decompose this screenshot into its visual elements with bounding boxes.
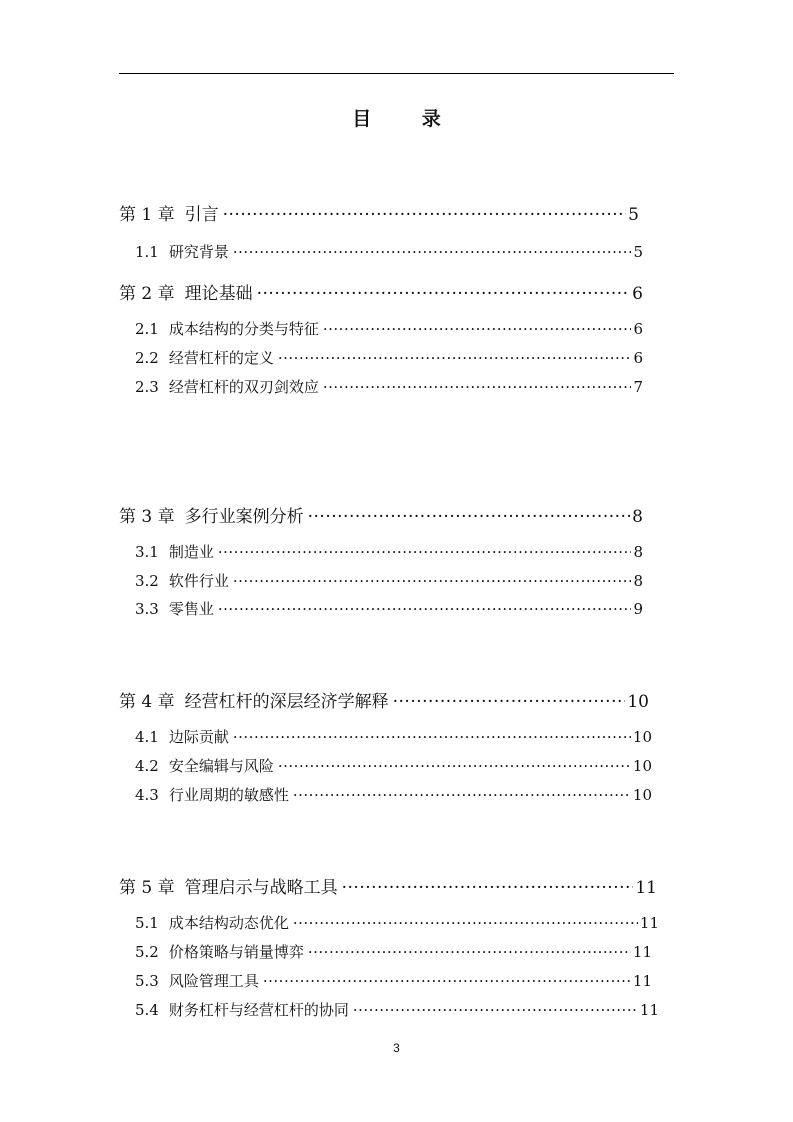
toc-section-4-3[interactable] (135, 784, 652, 805)
toc-section-4-2[interactable] (135, 755, 652, 776)
entry-text: 引言 (184, 205, 219, 225)
dot-leader (263, 972, 631, 990)
entry-page: 11 (639, 1001, 659, 1019)
entry-page: 8 (633, 572, 643, 590)
dot-leader (393, 692, 626, 712)
entry-page: 11 (635, 878, 657, 898)
dot-leader (308, 507, 631, 527)
entry-number: 3.1 (135, 543, 159, 561)
entry-text: 财务杠杆与经营杠杆的协同 (168, 1001, 349, 1019)
toc-section-2-3[interactable] (135, 376, 643, 397)
entry-number: 1.1 (135, 243, 159, 261)
toc-section-3-3[interactable] (135, 598, 643, 619)
entry-page: 6 (633, 349, 643, 367)
toc-section-2-2[interactable] (135, 347, 643, 368)
entry-number: 第 5 章 (119, 878, 175, 898)
toc-section-4-1[interactable] (135, 726, 652, 747)
entry-text: 成本结构的分类与特征 (168, 320, 319, 338)
dot-leader (293, 914, 638, 932)
entry-page: 10 (627, 692, 649, 712)
entry-number: 5.2 (135, 943, 159, 961)
entry-page: 8 (633, 543, 643, 561)
entry-number: 3.2 (135, 572, 159, 590)
toc-chapter-3[interactable] (119, 502, 643, 527)
dot-leader (233, 728, 631, 746)
entry-page: 11 (639, 914, 659, 932)
toc-section-5-2[interactable] (135, 941, 652, 962)
dot-leader (342, 878, 634, 898)
dot-leader (308, 943, 631, 961)
dot-leader (293, 786, 631, 804)
dot-leader (233, 243, 632, 261)
entry-page: 8 (632, 507, 643, 527)
entry-text: 风险管理工具 (168, 972, 259, 990)
dot-leader (223, 205, 627, 225)
entry-page: 11 (632, 972, 652, 990)
entry-text: 价格策略与销量博弈 (168, 943, 304, 961)
entry-text: 零售业 (168, 600, 214, 618)
toc-chapter-5[interactable] (119, 873, 657, 898)
dot-leader (218, 600, 632, 618)
entry-page: 10 (632, 786, 652, 804)
entry-number: 2.2 (135, 349, 159, 367)
entry-page: 5 (633, 243, 643, 261)
entry-page: 5 (628, 205, 639, 225)
toc-section-5-1[interactable] (135, 912, 659, 933)
entry-text: 研究背景 (168, 243, 229, 261)
entry-text: 经营杠杆的深层经济学解释 (184, 692, 389, 712)
entry-page: 6 (632, 284, 643, 304)
entry-text: 多行业案例分析 (184, 507, 304, 527)
entry-text: 管理启示与战略工具 (184, 878, 338, 898)
entry-page: 10 (632, 728, 652, 746)
dot-leader (323, 378, 632, 396)
entry-number: 4.1 (135, 728, 159, 746)
entry-text: 边际贡献 (168, 728, 229, 746)
entry-number: 2.1 (135, 320, 159, 338)
dot-leader (278, 757, 631, 775)
dot-leader (218, 543, 632, 561)
header-rule (119, 73, 674, 74)
entry-number: 第 1 章 (119, 205, 175, 225)
dot-leader (278, 349, 632, 367)
entry-text: 安全编辑与风险 (168, 757, 274, 775)
entry-number: 4.2 (135, 757, 159, 775)
entry-text: 经营杠杆的双刃剑效应 (168, 378, 319, 396)
entry-number: 3.3 (135, 600, 159, 618)
entry-text: 制造业 (168, 543, 214, 561)
entry-text: 行业周期的敏感性 (168, 786, 289, 804)
entry-number: 5.3 (135, 972, 159, 990)
toc-title: 目 录 (352, 108, 463, 130)
entry-page: 9 (633, 600, 643, 618)
dot-leader (233, 572, 632, 590)
entry-number: 4.3 (135, 786, 159, 804)
entry-number: 第 3 章 (119, 507, 175, 527)
entry-number: 第 2 章 (119, 284, 175, 304)
entry-number: 2.3 (135, 378, 159, 396)
dot-leader (353, 1001, 638, 1019)
entry-number: 第 4 章 (119, 692, 175, 712)
dot-leader (257, 284, 631, 304)
entry-number: 5.1 (135, 914, 159, 932)
page-number: 3 (393, 1041, 400, 1055)
toc-section-5-3[interactable] (135, 970, 652, 991)
toc-chapter-4[interactable] (119, 687, 649, 712)
entry-page: 11 (632, 943, 652, 961)
entry-page: 7 (633, 378, 643, 396)
toc-section-3-1[interactable] (135, 541, 643, 562)
toc-section-5-4[interactable] (135, 999, 659, 1020)
toc-chapter-2[interactable] (119, 279, 643, 304)
entry-text: 软件行业 (168, 572, 229, 590)
entry-text: 成本结构动态优化 (168, 914, 289, 932)
toc-section-1-1[interactable] (135, 241, 643, 262)
toc-chapter-1[interactable] (119, 200, 639, 225)
dot-leader (323, 320, 632, 338)
entry-text: 理论基础 (184, 284, 253, 304)
entry-page: 10 (632, 757, 652, 775)
entry-page: 6 (633, 320, 643, 338)
toc-section-2-1[interactable] (135, 318, 643, 339)
entry-text: 经营杠杆的定义 (168, 349, 274, 367)
entry-number: 5.4 (135, 1001, 159, 1019)
toc-section-3-2[interactable] (135, 570, 643, 591)
